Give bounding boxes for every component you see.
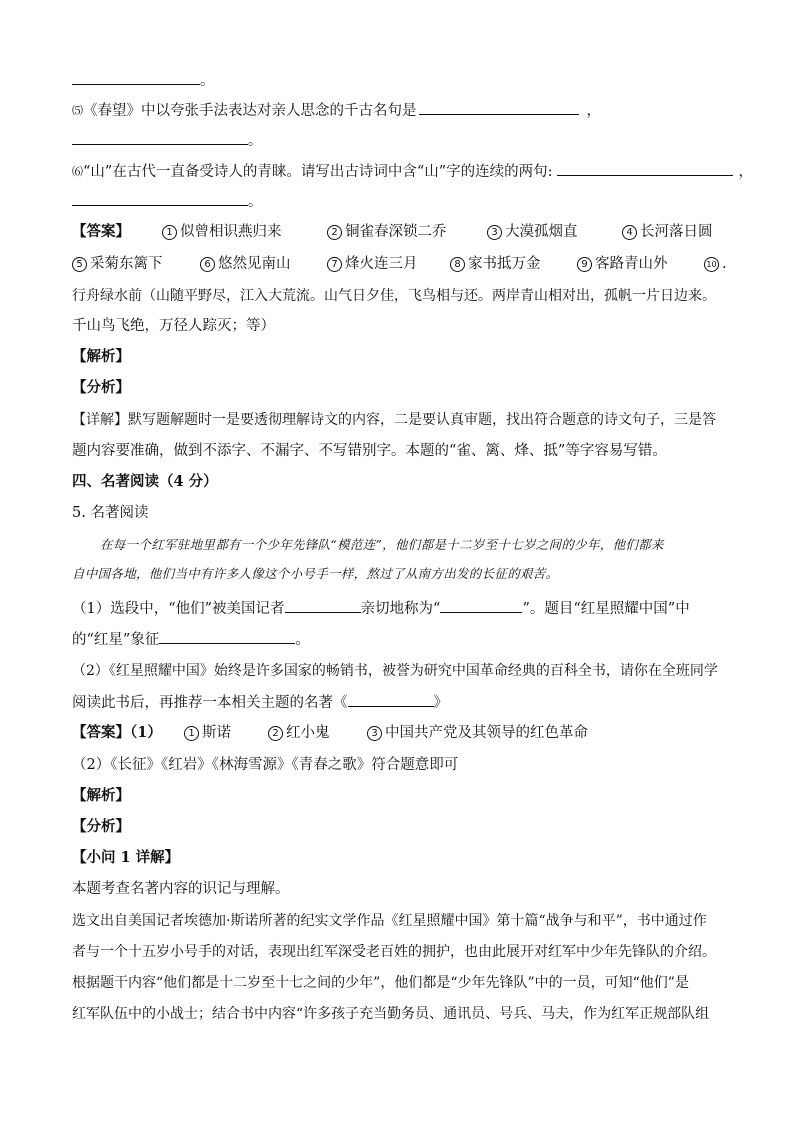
question-5: ⑸《春望》中以夸张手法表达对亲人思念的千古名句是 ， — [72, 100, 727, 121]
answer-blank[interactable] — [440, 598, 522, 613]
question-title: 5. 名著阅读 — [72, 505, 149, 521]
poetry-answer-row-1: 【答案】 1 似曾相识燕归来 2 铜雀春深锁二乔 3 大漠孤烟直 4 长河落日圆 — [72, 223, 713, 240]
answer-item: 8 家书抵万金 — [450, 254, 541, 274]
poetry-answer-row-2 — [72, 254, 727, 274]
answer-blank[interactable] — [557, 161, 733, 176]
explain-line-2: 选文出自美国记者埃德加·斯诺所著的纪实文学作品《红星照耀中国》第十篇“战争与和平”，书中通过作 — [72, 913, 707, 929]
answer-blank[interactable] — [159, 629, 295, 644]
explain-line-1: 本题考查名著内容的识记与理解。 — [72, 881, 290, 897]
answer-blank[interactable] — [72, 70, 200, 85]
answer-blank[interactable] — [285, 598, 361, 613]
jiexi-label: 【解析】 — [72, 348, 130, 365]
sub-question-1-cont: 的“红星”象征 。 — [72, 629, 727, 650]
fenxi-label: 【分析】 — [72, 818, 130, 835]
answer-item: 1 斯诺 — [184, 723, 231, 743]
jiexi-label: 【解析】 — [72, 787, 130, 804]
sub-question-2: （2）《红星照耀中国》始终是许多国家的畅销书，被誉为研究中国革命经典的百科全书，请你在全班同学 — [72, 663, 718, 679]
answer-item: 9 客路青山外 — [577, 254, 668, 274]
section-heading: 四、名著阅读（4 分） — [72, 473, 218, 490]
explain-line-3: 者与一个十五岁小号手的对话，表现出红军深受老百姓的拥护，也由此展开对红军中少年先锋队的介绍。 — [72, 944, 716, 960]
answer-blank[interactable] — [348, 692, 434, 707]
question-6-cont: 。 — [72, 191, 727, 212]
sub-question-2-cont: 阅读此书后，再推荐一本相关主题的名著《 》 — [72, 692, 727, 713]
detail-line-1: 【详解】默写题解题时一是要透彻理解诗文的内容，二是要认真审题，找出符合题意的诗文句子，三是答 — [72, 412, 716, 428]
passage-line-2: 自中国各地，他们当中有许多人像这个小号手一样，熬过了从南方出发的长征的艰苦。 — [72, 566, 559, 581]
answer-item: 6 悠然见南山 — [200, 254, 291, 274]
section4-answer-row: 【答案】（1） 1 斯诺 2 红小鬼 3 中国共产党及其领导的红色革命 — [72, 724, 588, 741]
answer-item: 10 . — [704, 254, 727, 274]
sub-question-1: （1）选段中，“他们”被美国记者 亲切地称为“ ”。题目“红星照耀中国”中 — [72, 598, 727, 619]
answer-item: 7 烽火连三月 — [327, 254, 418, 274]
answer-item: 2 铜雀春深锁二乔 — [327, 222, 447, 242]
passage-line-1: 在每一个红军驻地里都有一个少年先锋队“模范连”，他们都是十二岁至十七岁之间的少年，他们都来 — [100, 537, 664, 552]
answer-blank[interactable] — [72, 130, 248, 145]
poetry-answer-cont-2: 千山鸟飞绝，万径人踪灭；等） — [72, 318, 275, 334]
poetry-answer-cont-1: 行舟绿水前（山随平野尽，江入大荒流。山气日夕佳，飞鸟相与还。两岸青山相对出，孤帆一片日边来。 — [72, 288, 716, 304]
section4-answer-2: （2）《长征》《红岩》《林海雪源》《青春之歌》符合题意即可 — [72, 757, 459, 773]
answer-item: 5 采菊东篱下 — [72, 254, 163, 274]
question-5-cont: 。 — [72, 130, 727, 151]
answer-item: 1 似曾相识燕归来 — [162, 222, 282, 242]
explain-line-4: 根据题干内容“他们都是十二岁至十七之间的少年”，他们都是“少年先锋队”中的一员，可知“他们”是 — [72, 975, 689, 991]
answer-item: 3 中国共产党及其领导的红色革命 — [367, 723, 588, 743]
answer-item: 4 长河落日圆 — [622, 222, 713, 242]
answer-item: 3 大漠孤烟直 — [487, 222, 578, 242]
q5-prev-line: 。 — [72, 70, 727, 91]
answer-blank[interactable] — [419, 100, 579, 115]
answer-blank[interactable] — [72, 191, 248, 206]
fenxi-label: 【分析】 — [72, 379, 130, 396]
sub-detail-heading: 【小问 1 详解】 — [72, 849, 180, 866]
explain-line-5: 红军队伍中的小战士；结合书中内容“许多孩子充当勤务员、通讯员、号兵、马夫，作为红军正规部队组 — [72, 1006, 710, 1022]
detail-line-2: 题内容要准确，做到不添字、不漏字、不写错别字。本题的“雀、篱、烽、抵”等字容易写错。 — [72, 443, 667, 459]
answer-item: 2 红小鬼 — [268, 723, 330, 743]
question-6: ⑹“山”在古代一直备受诗人的青睐。请写出古诗词中含“山”字的连续的两句: ， — [72, 161, 727, 182]
